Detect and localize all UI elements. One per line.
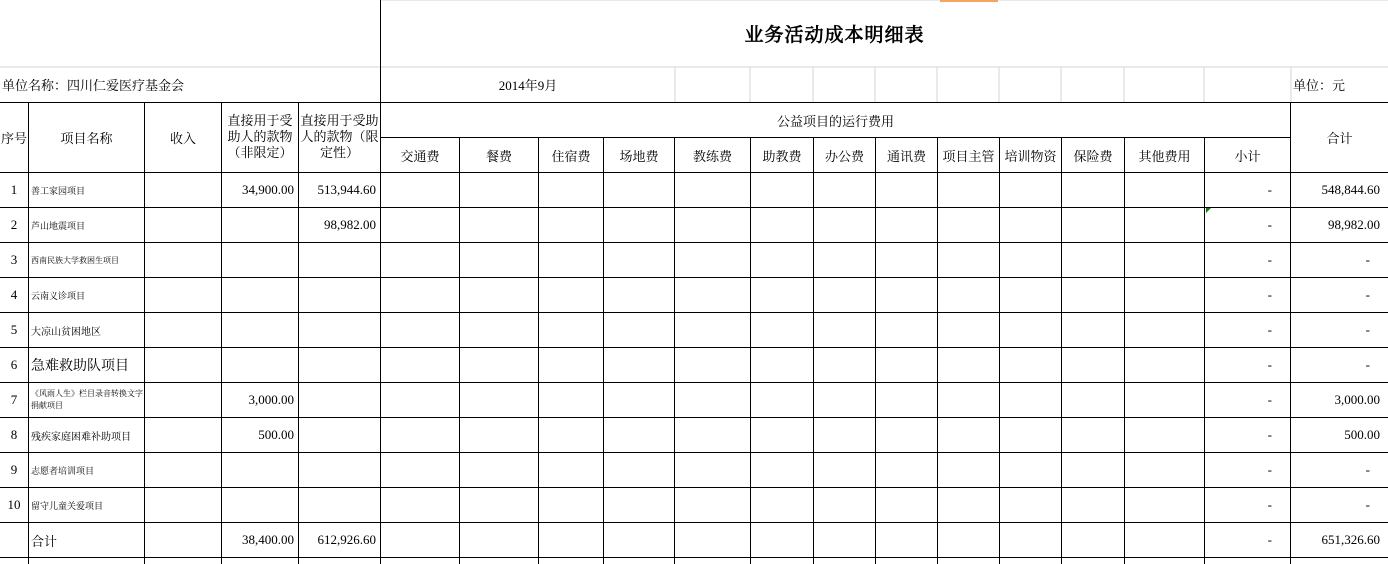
header-direct-unrestricted: 直接用于受助人的款物（非限定） (227, 113, 293, 161)
row-subtotal[interactable]: - (1267, 287, 1272, 302)
header-project-name: 项目名称 (60, 132, 113, 147)
header-subtotal: 小计 (1234, 149, 1261, 165)
row-seq: 3 (10, 252, 18, 267)
row-project-name[interactable]: 残疾家庭困难补助项目 (31, 431, 131, 443)
header-insurance: 保险费 (1073, 149, 1113, 165)
row-project-name[interactable]: 志愿者培训项目 (31, 466, 95, 477)
row-subtotal[interactable]: - (1267, 497, 1272, 512)
header-total: 合计 (1326, 132, 1353, 147)
row-subtotal[interactable]: - (1267, 427, 1272, 442)
row-unrestricted[interactable]: 500.00 (258, 427, 294, 442)
row-project-name[interactable]: 急难救助队项目 (31, 358, 129, 374)
row-total[interactable]: - (1365, 287, 1370, 302)
row-project-name[interactable]: 西南民族大学救困生项目 (31, 255, 119, 265)
row-subtotal[interactable]: - (1267, 357, 1272, 372)
row-project-name[interactable]: 云南义诊项目 (31, 291, 86, 302)
header-venue: 场地费 (619, 149, 659, 165)
header-comms: 通讯费 (886, 149, 926, 165)
header-transport: 交通费 (400, 149, 440, 165)
row-seq: 4 (10, 287, 18, 302)
row-seq: 8 (10, 427, 18, 442)
header-assistant: 助教费 (762, 149, 802, 165)
totals-unrestricted[interactable]: 38,400.00 (242, 532, 294, 547)
row-project-name[interactable]: 大凉山贫困地区 (31, 326, 101, 338)
row-total[interactable]: 3,000.00 (1334, 392, 1380, 407)
row-project-name[interactable]: 留守儿童关爱项目 (31, 501, 104, 512)
row-seq: 9 (10, 462, 18, 477)
report-title: 业务活动成本明细表 (744, 24, 925, 46)
row-unrestricted[interactable]: 34,900.00 (242, 182, 294, 197)
row-subtotal[interactable]: - (1267, 322, 1272, 337)
row-seq: 10 (7, 497, 21, 512)
row-restricted[interactable]: 513,944.60 (317, 182, 376, 197)
totals-label: 合计 (31, 534, 58, 550)
row-subtotal[interactable]: - (1267, 217, 1272, 232)
header-other: 其他费用 (1138, 149, 1191, 165)
currency-unit: 单位：元 (1293, 79, 1346, 94)
row-seq: 6 (10, 357, 18, 372)
header-seq: 序号 (0, 132, 27, 147)
row-total[interactable]: - (1365, 357, 1370, 372)
row-restricted[interactable]: 98,982.00 (324, 217, 376, 232)
row-total[interactable]: - (1365, 322, 1370, 337)
row-total[interactable]: 98,982.00 (1328, 217, 1380, 232)
row-seq: 5 (10, 322, 18, 337)
totals-grand-total[interactable]: 651,326.60 (1321, 532, 1380, 547)
row-total[interactable]: 548,844.60 (1321, 182, 1380, 197)
report-period: 2014年9月 (498, 78, 558, 93)
row-subtotal[interactable]: - (1267, 182, 1272, 197)
row-subtotal[interactable]: - (1267, 252, 1272, 267)
row-seq: 7 (10, 392, 18, 407)
row-total[interactable]: - (1365, 497, 1370, 512)
row-project-name[interactable]: 《风雨人生》栏目录音转换文字捐献项目 (31, 389, 143, 410)
header-meals: 餐费 (485, 149, 512, 165)
unit-name: 单位名称：四川仁爱医疗基金会 (2, 79, 185, 94)
row-total[interactable]: - (1365, 462, 1370, 477)
totals-restricted[interactable]: 612,926.60 (317, 532, 376, 547)
row-subtotal[interactable]: - (1267, 462, 1272, 477)
header-op-costs-group: 公益项目的运行费用 (776, 114, 894, 130)
header-supervisor: 项目主管 (942, 149, 995, 165)
row-total[interactable]: - (1365, 252, 1370, 267)
header-training-materials: 培训物资 (1004, 149, 1057, 165)
header-lodging: 住宿费 (551, 149, 591, 165)
row-subtotal[interactable]: - (1267, 392, 1272, 407)
row-project-name[interactable]: 芦山地震项目 (31, 221, 86, 232)
row-seq: 1 (10, 182, 18, 197)
header-coach: 教练费 (692, 149, 732, 165)
row-unrestricted[interactable]: 3,000.00 (248, 392, 294, 407)
row-project-name[interactable]: 善工家园项目 (31, 186, 86, 197)
header-income: 收入 (169, 132, 196, 147)
totals-subtotal[interactable]: - (1267, 532, 1272, 547)
row-seq: 2 (10, 217, 18, 232)
row-total[interactable]: 500.00 (1344, 427, 1380, 442)
header-office: 办公费 (824, 149, 864, 165)
header-direct-restricted: 直接用于受助人的款物（限定性） (300, 113, 379, 161)
